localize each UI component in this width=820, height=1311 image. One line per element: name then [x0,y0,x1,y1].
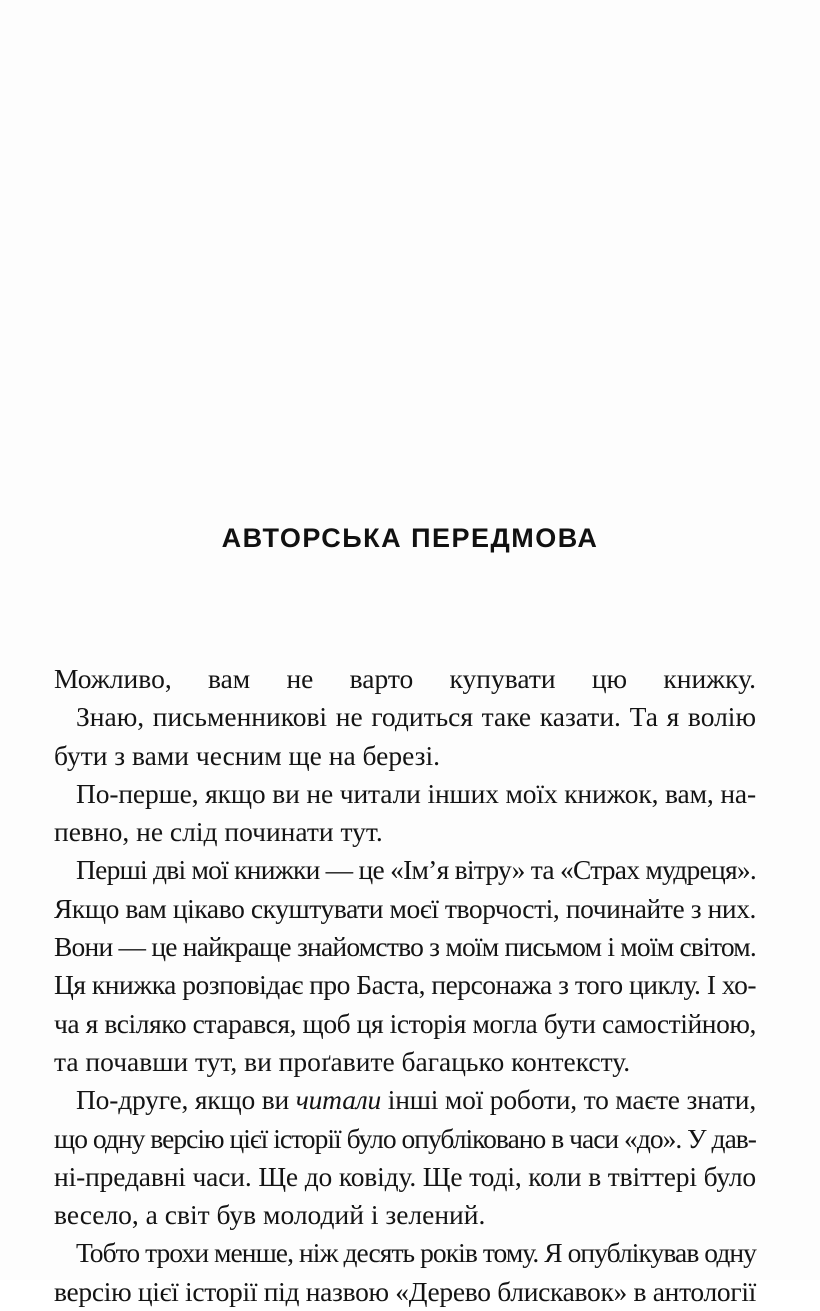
text-line: версію цієї історії під назвою «Дерево блискавок» в антології [54,1275,756,1307]
text-line: ча я всіляко старався, щоб ця історія могла бути самостійною, [54,1007,756,1039]
text-line: Якщо вам цікаво скуштувати моєї творчості, починайте з них. [54,892,756,924]
text-run: По-друге, якщо ви [76,1084,296,1116]
text-line: та почавши тут, ви проґавите багацько контексту. [54,1045,631,1077]
text-run: інші мої роботи, то маєте знати, [381,1084,756,1116]
text-line: ні-предавні часи. Ще до ковіду. Ще тоді, коли в твіттері було [54,1160,756,1192]
body-text [54,660,756,1311]
text-line: Ця книжка розповідає про Баста, персонажа з того циклу. І хо- [54,969,756,1001]
chapter-title: АВТОРСЬКА ПЕРЕДМОВА [221,523,599,553]
text-line: Можливо, вам не варто купувати цю книжку. [54,663,756,694]
text-line: певно, не слід починати тут. [54,816,383,848]
text-line: Знаю, письменникові не годиться таке казати. Та я волію [76,701,756,733]
text-line: бути з вами чесним ще на березі. [54,739,441,771]
text-line: що одну версію цієї історії було опубліковано в часи «до». У дав- [54,1122,756,1154]
text-line-mixed [54,1081,756,1119]
text-line: Перші дві мої книжки — це «Ім’я вітру» та «Страх мудреця». [76,854,756,886]
emphasis-run: читали [295,1084,382,1116]
text-line: Тобто трохи менше, ніж десять років тому. Я опублікував одну [76,1237,756,1269]
text-line: Вони — це найкраще знайомство з моїм письмом і моїм світом. [54,931,756,963]
text-line: По-перше, якщо ви не читали інших моїх книжок, вам, на- [76,777,756,809]
text-line: весело, а світ був молодий і зелений. [54,1199,486,1231]
